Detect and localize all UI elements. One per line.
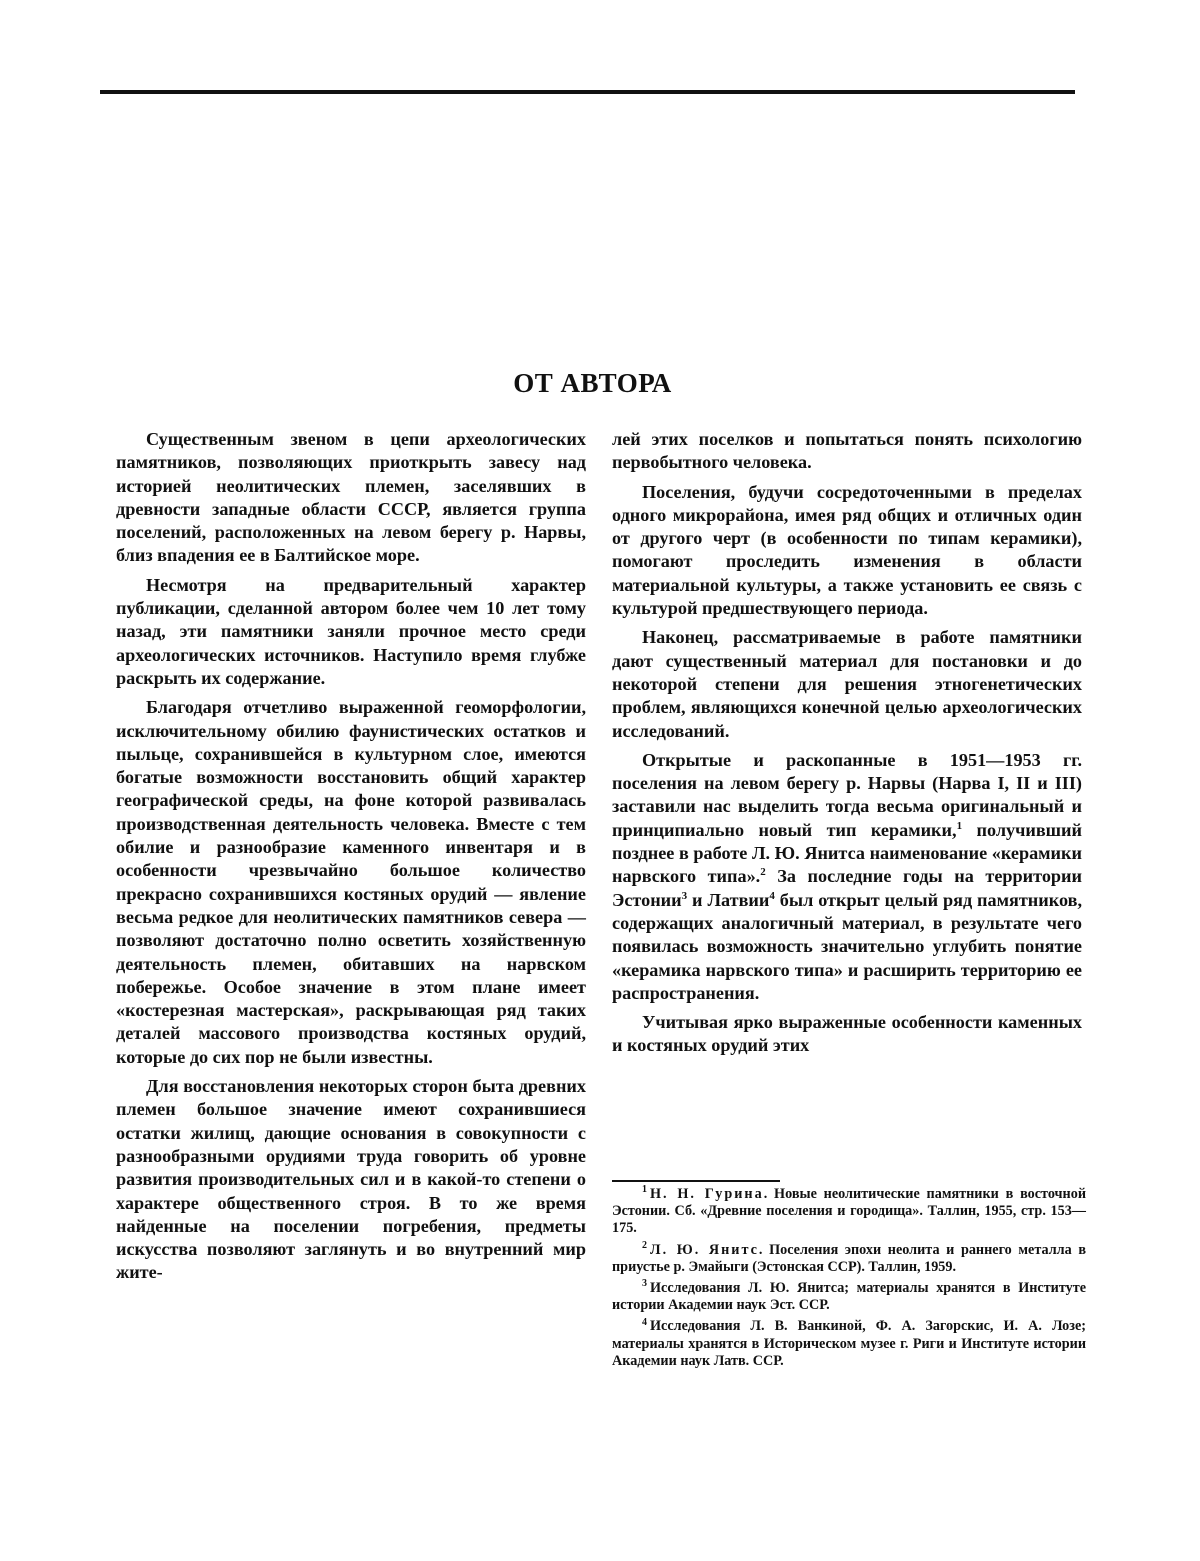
footnote-text: . Поселения эпохи неолита и раннего металла в приустье р. Эмайыги (Эстонская ССР). Таллин, 1959. [612,1241,1086,1275]
page-title: ОТ АВТОРА [513,368,672,398]
footnote-number: 4 [642,1316,647,1328]
footnote-number: 1 [642,1184,647,1196]
footnote-ref: 4 [769,889,775,902]
footnote-number: 3 [642,1278,647,1290]
footnote-rule [612,1180,780,1182]
footnote [612,1318,1086,1370]
footnote-text: Исследования Л. В. Ванкиной, Ф. А. Загорскис, И. А. Лозе; материалы хранятся в Историческом музее г. Риги и Институте истории Академии наук Латв. ССР. [612,1318,1086,1369]
footnote [612,1239,1086,1276]
paragraph: Несмотря на предварительный характер публикации, сделанной автором более чем 10 лет тому назад, эти памятники заняли прочное место среди археологических источников. Наступило время глубже раскрыть их содержание. [116,574,586,688]
footnote [612,1280,1086,1314]
footnote-text: . Новые неолитические памятники в восточной Эстонии. Сб. «Древние поселения и городища». Таллин, 1955, стр. 153—175. [612,1186,1087,1237]
footnote-author: Н. Н. Гурина [650,1186,764,1202]
paragraph [612,749,1082,1005]
paragraph: Наконец, рассматриваемые в работе памятники дают существенный материал для постановки и до некоторой степени для решения этногенетических проблем, являющихся конечной целью археологических исследований. [612,627,1082,741]
right-column [612,428,1082,1064]
paragraph-text: получивший позднее в работе Л. Ю. Янитса наименование «керамики нарвского типа». [612,819,1082,887]
paragraph-text: и Латвии [687,889,770,910]
footnote-ref: 2 [760,866,766,879]
footnote-ref: 1 [956,819,963,832]
footnote [612,1186,1086,1238]
paragraph: Поселения, будучи сосредоточенными в пределах одного микрорайона, имея ряд общих и отличных один от другого черт (в особенности по типам керамики), помогают проследить изменения в области материальной культуры, а также установить ее связь с культурой предшествующего периода. [612,481,1082,619]
paragraph-text: был открыт целый ряд памятников, содержащих аналогичный материал, в результате чего появилась возможность значительно углубить понятие «керамика нарвского типа» и расширить территорию ее распространения. [612,889,1083,1003]
footnotes [612,1186,1086,1374]
paragraph-text: Открытые и раскопанные в 1951—1953 гг. поселения на левом берегу р. Нарвы (Нарва I, II и III) заставили нас выделить тогда весьма оригинальный и принципиально новый тип керамики, [612,749,1082,840]
top-rule [100,90,1075,94]
paragraph: Учитывая ярко выраженные особенности каменных и костяных орудий этих [612,1012,1082,1056]
footnote-ref: 3 [681,889,688,902]
paragraph-text: За последние годы на территории Эстонии [612,866,1082,910]
paragraph: Для восстановления некоторых сторон быта древних племен большое значение имеют сохранившиеся остатки жилищ, дающие основания в совокупности с разнообразными орудиями труда говорить об уровне развития производительных сил и в какой-то степени о характере общественного строя. В то же время найденные на поселении погребения, предметы искусства позволяют заглянуть и во внутренний мир жите- [116,1076,586,1283]
footnote-author: Л. Ю. Янитс [650,1241,759,1258]
left-column [116,428,586,1291]
paragraph-continued: лей этих поселков и попытаться понять психологию первобытного человека. [612,429,1082,473]
footnote-text: Исследования Л. Ю. Янитса; материалы хранятся в Институте истории Академии наук Эст. ССР. [612,1280,1086,1314]
footnote-number: 2 [642,1239,647,1251]
paragraph: Существенным звеном в цепи археологических памятников, позволяющих приоткрыть завесу над историей неолитических племен, заселявших в древности западные области СССР, является группа поселений, расположенных на левом берегу р. Нарвы, близ впадения ее в Балтийское море. [116,429,586,566]
paragraph: Благодаря отчетливо выраженной геоморфологии, исключительному обилию фаунистических остатков и пыльце, сохранившейся в культурном слое, имеются богатые возможности восстановить общий характер географической среды, на фоне которой развивалась производственная деятельность человека. Вместе с тем обилие и разнообразие каменного инвентаря и в особенности чрезвычайно большое количество прекрасно сохранившихся костяных орудий — явление весьма редкое для неолитических памятников севера — позволяют достаточно полно осветить хозяйственную деятельность племен, обитавших на нарвском побережье. Особое значение в этом плане имеет «костерезная мастерская», раскрывающая ряд таких деталей массового производства костяных орудий, которые до сих пор не были известны. [116,697,586,1067]
